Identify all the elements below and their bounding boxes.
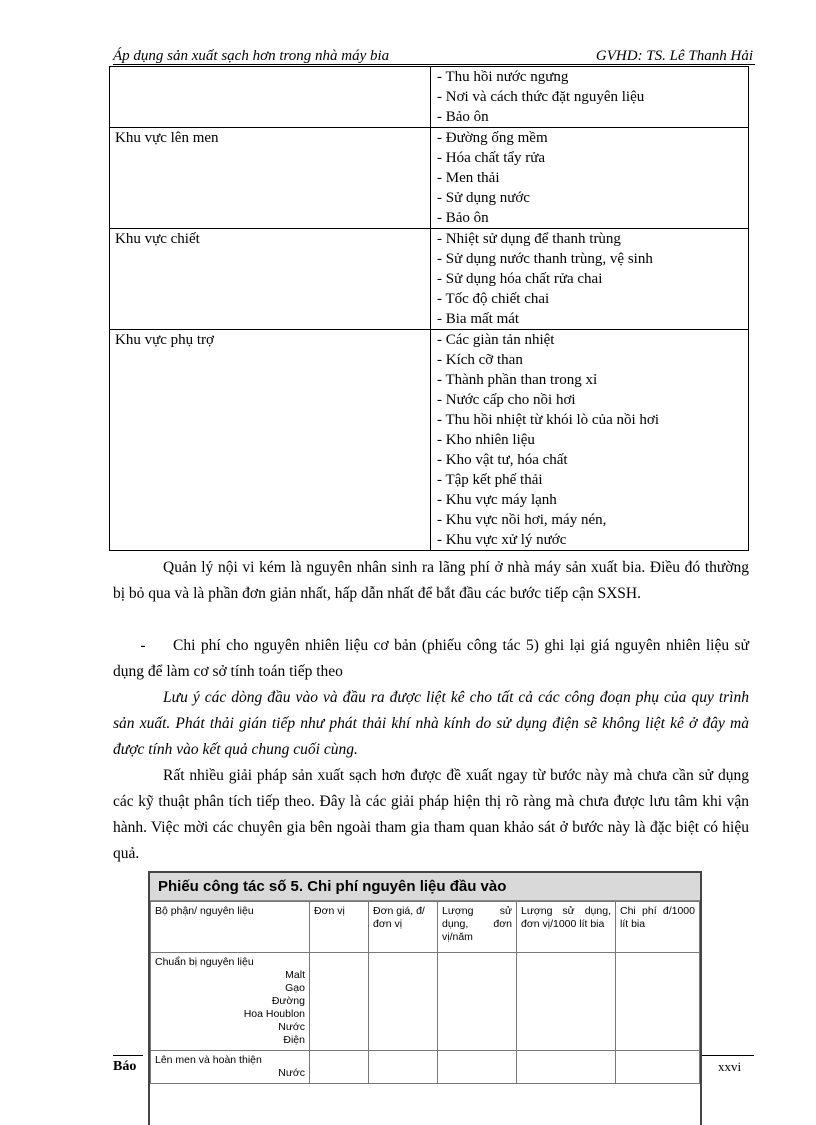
worksheet-table bbox=[150, 901, 700, 1084]
empty-cell[interactable] bbox=[310, 1051, 369, 1084]
list-item: - Khu vực nồi hơi, máy nén, bbox=[437, 512, 607, 528]
worksheet-header-row bbox=[151, 902, 700, 953]
page-number: xxvi bbox=[718, 1059, 742, 1074]
paragraph-housekeeping: Quản lý nội vi kém là nguyên nhân sinh ra lãng phí ở nhà máy sản xuất bia. Điều đó thường bị bỏ qua và là phần đơn giản nhất, hấp dẫn nhất để bắt đầu các bước tiếp cận SXSH. bbox=[113, 559, 749, 602]
group-cell bbox=[151, 953, 310, 1051]
worksheet-title: Phiếu công tác số 5. Chi phí nguyên liệu đầu vào bbox=[150, 873, 700, 901]
list-item: - Thu hồi nhiệt từ khói lò của nồi hơi bbox=[437, 412, 660, 428]
area-cell bbox=[110, 67, 431, 128]
empty-cell[interactable] bbox=[438, 953, 517, 1051]
items-cell bbox=[431, 67, 749, 128]
footer-rule bbox=[702, 1055, 754, 1056]
list-item: - Kho vật tư, hóa chất bbox=[437, 452, 568, 468]
list-item: - Tập kết phế thải bbox=[437, 472, 543, 488]
table-row bbox=[151, 1051, 700, 1084]
area-cell: Khu vực lên men bbox=[110, 128, 431, 229]
group-name: Lên men và hoàn thiện bbox=[155, 1054, 262, 1066]
empty-cell[interactable] bbox=[616, 1051, 700, 1084]
empty-cell[interactable] bbox=[517, 1051, 616, 1084]
header-rule bbox=[113, 64, 755, 65]
list-item: - Nơi và cách thức đặt nguyên liệu bbox=[437, 89, 645, 105]
table-row bbox=[110, 229, 749, 330]
items-cell bbox=[431, 128, 749, 229]
list-item: - Thu hồi nước ngưng bbox=[437, 69, 569, 85]
empty-cell[interactable] bbox=[369, 953, 438, 1051]
empty-cell[interactable] bbox=[438, 1051, 517, 1084]
list-item: - Đường ống mềm bbox=[437, 130, 548, 146]
list-item: Đường bbox=[271, 995, 305, 1007]
paragraph-cost bbox=[113, 633, 749, 685]
list-item: - Nước cấp cho nồi hơi bbox=[437, 392, 576, 408]
list-item: Nước bbox=[278, 1021, 305, 1033]
areas-table bbox=[109, 66, 749, 551]
items-cell bbox=[431, 330, 749, 551]
list-item: - Bia mất mát bbox=[437, 311, 520, 327]
footer-report-label: Báo bbox=[113, 1059, 137, 1074]
list-item: Nước bbox=[278, 1067, 305, 1079]
footer-rule bbox=[113, 1055, 143, 1056]
items-cell bbox=[431, 229, 749, 330]
list-item: - Kích cỡ than bbox=[437, 352, 523, 368]
list-item: - Men thải bbox=[437, 170, 500, 186]
list-item: - Nhiệt sử dụng để thanh trùng bbox=[437, 231, 621, 247]
list-item: - Khu vực máy lạnh bbox=[437, 492, 557, 508]
list-item: - Tốc độ chiết chai bbox=[437, 291, 550, 307]
group-cell bbox=[151, 1051, 310, 1084]
bullet-dash: - bbox=[140, 637, 146, 654]
list-item: Điện bbox=[283, 1034, 305, 1046]
list-item: - Các giàn tản nhiệt bbox=[437, 332, 555, 348]
list-item: - Khu vực xử lý nước bbox=[437, 532, 567, 548]
column-header: Lượng sử dụng, đơn vị/năm bbox=[438, 902, 517, 953]
table-row bbox=[110, 128, 749, 229]
worksheet-5 bbox=[148, 871, 702, 1125]
column-header: Đơn vị bbox=[310, 902, 369, 953]
table-row bbox=[110, 330, 749, 551]
empty-cell[interactable] bbox=[310, 953, 369, 1051]
list-item: - Sử dụng nước bbox=[437, 190, 530, 206]
list-item: - Bảo ôn bbox=[437, 210, 489, 226]
list-item: Malt bbox=[285, 969, 305, 981]
empty-cell[interactable] bbox=[517, 953, 616, 1051]
list-item: Hoa Houblon bbox=[243, 1008, 305, 1020]
empty-cell[interactable] bbox=[369, 1051, 438, 1084]
group-name: Chuẩn bị nguyên liệu bbox=[155, 956, 254, 968]
header-title: Áp dụng sản xuất sạch hơn trong nhà máy bia bbox=[113, 48, 390, 64]
list-item: - Kho nhiên liệu bbox=[437, 432, 535, 448]
paragraph-solutions: Rất nhiều giải pháp sản xuất sạch hơn được đề xuất ngay từ bước này mà chưa cần sử dụng các kỹ thuật phân tích tiếp theo. Đây là các giải pháp hiện thị rõ ràng mà chưa được lưu tâm khi vận hành. Việc mời các chuyên gia bên ngoài tham gia tham quan khảo sát ở bước này là đặc biệt có hiệu quả. bbox=[113, 767, 749, 862]
empty-cell[interactable] bbox=[616, 953, 700, 1051]
paragraph-cost-text: Chi phí cho nguyên nhiên liệu cơ bản (phiếu công tác 5) ghi lại giá nguyên nhiên liệu sử dụng để làm cơ sở tính toán tiếp theo bbox=[113, 637, 749, 680]
list-item: - Thành phần than trong xỉ bbox=[437, 372, 598, 388]
column-header: Bộ phận/ nguyên liệu bbox=[151, 902, 310, 953]
column-header: Chi phí đ/1000 lít bia bbox=[616, 902, 700, 953]
list-item: - Bảo ôn bbox=[437, 109, 489, 125]
table-row bbox=[110, 67, 749, 128]
table-row bbox=[151, 953, 700, 1051]
list-item: - Hóa chất tẩy rửa bbox=[437, 150, 546, 166]
paragraph-note: Lưu ý các dòng đầu vào và đầu ra được liệt kê cho tất cả các công đoạn phụ của quy trình sản xuất. Phát thải gián tiếp như phát thải khí nhà kính do sử dụng điện sẽ không liệt kê ở đây mà được tính vào kết quả chung cuối cùng. bbox=[113, 689, 749, 758]
list-item: - Sử dụng nước thanh trùng, vệ sinh bbox=[437, 251, 653, 267]
area-cell: Khu vực chiết bbox=[110, 229, 431, 330]
area-cell: Khu vực phụ trợ bbox=[110, 330, 431, 551]
column-header: Đơn giá, đ/đơn vị bbox=[369, 902, 438, 953]
header-supervisor: GVHD: TS. Lê Thanh Hải bbox=[595, 48, 753, 64]
column-header: Lượng sử dụng, đơn vị/1000 lít bia bbox=[517, 902, 616, 953]
list-item: Gạo bbox=[285, 982, 305, 994]
list-item: - Sử dụng hóa chất rửa chai bbox=[437, 271, 603, 287]
